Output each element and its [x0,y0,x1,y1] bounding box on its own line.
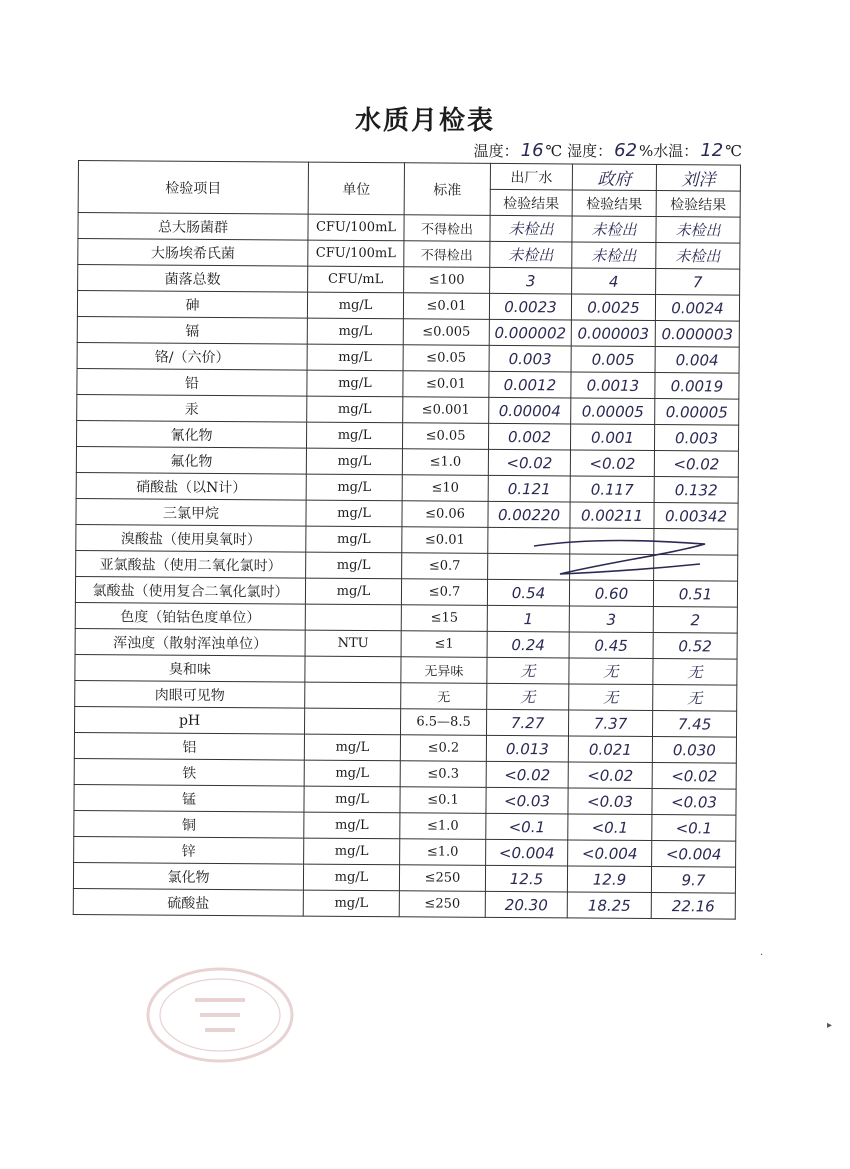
result-government-cell: 0.0025 [571,294,655,321]
result-liuyang-cell: 0.0024 [655,295,739,322]
standard-cell: ≤0.06 [402,501,488,528]
faded-stamp [140,960,300,1070]
item-cell: 铅 [77,368,307,396]
result-government-cell: <0.004 [568,840,652,867]
result-factory-cell: 未检出 [490,215,572,242]
result-government-cell: 4 [572,268,656,295]
unit-cell: mg/L [304,760,400,787]
unit-cell: mg/L [306,448,402,475]
result-government-cell: 18.25 [567,892,651,919]
result-liuyang-cell: <0.1 [652,815,736,842]
unit-cell: mg/L [306,526,402,553]
unit-cell [305,682,401,709]
strike-through-mark [520,530,720,590]
header-site-factory: 出厂水 [490,163,572,190]
item-cell: 硫酸盐 [73,888,303,916]
standard-cell: 无异味 [401,657,487,684]
item-cell: 镉 [77,316,307,344]
scan-speck: ▸ [827,1020,833,1031]
unit-cell: CFU/mL [308,266,404,293]
result-liuyang-cell: 0.00342 [654,503,738,530]
result-liuyang-cell: 0.004 [655,347,739,374]
standard-cell: ≤1.0 [402,449,488,476]
result-liuyang-cell: 0.132 [654,477,738,504]
standard-cell: ≤1.0 [400,839,486,866]
item-cell: 锰 [74,784,304,812]
result-government-cell: <0.02 [570,450,654,477]
result-liuyang-cell: 无 [653,659,737,686]
item-cell: 铝 [74,732,304,760]
header-site-government: 政府 [572,164,656,191]
result-factory-cell: <0.004 [486,839,568,866]
result-factory-cell: <0.1 [486,813,568,840]
unit-cell: mg/L [307,396,403,423]
standard-cell: ≤0.7 [402,553,488,580]
unit-cell: mg/L [304,812,400,839]
header-unit: 单位 [308,162,404,215]
item-cell: 铬/（六价） [77,342,307,370]
result-liuyang-cell: 未检出 [656,243,740,270]
water-temp-value: 12 [700,140,724,161]
unit-cell [305,604,401,631]
water-temp-unit: ℃ [725,142,742,160]
standard-cell: ≤1.0 [400,813,486,840]
result-government-cell: 未检出 [572,242,656,269]
unit-cell: mg/L [307,370,403,397]
result-factory-cell: 12.5 [485,865,567,892]
standard-cell: 不得检出 [404,215,490,242]
result-factory-cell: 0.00220 [488,501,570,528]
item-cell: 溴酸盐（使用臭氧时） [76,524,306,552]
standard-cell: ≤250 [399,865,485,892]
document-title: 水质月检表 [354,106,495,136]
unit-cell: mg/L [307,318,403,345]
result-government-cell: <0.1 [568,814,652,841]
item-cell: 总大肠菌群 [78,213,308,241]
result-factory-cell: 0.000002 [489,319,571,346]
item-cell: 臭和味 [75,654,305,682]
standard-cell: 无 [401,683,487,710]
standard-cell: ≤0.01 [403,371,489,398]
item-cell: 氯化物 [73,862,303,890]
result-government-cell: 0.117 [570,476,654,503]
result-government-cell: 12.9 [567,866,651,893]
result-government-cell: <0.03 [568,788,652,815]
result-factory-cell: 0.121 [488,475,570,502]
result-factory-cell: 0.24 [487,631,569,658]
result-liuyang-cell: 0.52 [653,633,737,660]
table-row [73,888,735,919]
result-liuyang-cell: <0.004 [652,841,736,868]
item-cell: 亚氯酸盐（使用二氧化氯时） [76,550,306,578]
item-cell: 三氯甲烷 [76,498,306,526]
standard-cell: 6.5—8.5 [400,709,486,736]
unit-cell: mg/L [306,500,402,527]
result-government-cell: 0.00005 [571,398,655,425]
header-standard: 标准 [404,163,490,216]
result-liuyang-cell: 0.000003 [655,321,739,348]
result-liuyang-cell: 0.00005 [655,399,739,426]
humidity-unit: % [639,142,654,160]
standard-cell: ≤0.001 [403,397,489,424]
result-factory-cell: 20.30 [485,891,567,918]
unit-cell: mg/L [304,786,400,813]
result-liuyang-cell: 无 [653,685,737,712]
unit-cell: mg/L [305,578,401,605]
result-government-cell: 无 [569,684,653,711]
item-cell: 氟化物 [76,446,306,474]
unit-cell: mg/L [304,734,400,761]
result-liuyang-cell: 9.7 [651,867,735,894]
result-government-cell: 0.021 [568,736,652,763]
unit-cell: mg/L [307,344,403,371]
item-cell: 菌落总数 [78,265,308,293]
result-factory-cell: 0.00004 [489,397,571,424]
item-cell: pH [75,706,305,734]
item-cell: 铜 [74,810,304,838]
result-liuyang-cell: 0.0019 [655,373,739,400]
result-factory-cell: 无 [487,657,569,684]
unit-cell: mg/L [307,292,403,319]
result-factory-cell: 无 [487,683,569,710]
standard-cell: ≤0.005 [403,319,489,346]
item-cell: 色度（铂钴色度单位） [75,602,305,630]
item-cell: 砷 [77,291,307,319]
standard-cell: ≤0.05 [403,345,489,372]
humidity-value: 62 [614,140,638,161]
item-cell: 硝酸盐（以N计） [76,472,306,500]
standard-cell: ≤250 [399,891,485,918]
result-liuyang-cell: 2 [653,607,737,634]
result-government-cell: 7.37 [568,710,652,737]
result-government-cell: 无 [569,658,653,685]
result-factory-cell: 0.0023 [489,293,571,320]
standard-cell: ≤0.3 [400,761,486,788]
header-result-2: 检验结果 [572,190,656,217]
unit-cell: mg/L [303,864,399,891]
result-liuyang-cell: 7.45 [652,711,736,738]
conditions-line [474,140,742,161]
item-cell: 氯酸盐（使用复合二氧化氯时） [75,576,305,604]
result-government-cell: 0.00211 [570,502,654,529]
item-cell: 铁 [74,758,304,786]
unit-cell: mg/L [306,474,402,501]
result-government-cell: 0.000003 [571,320,655,347]
scan-speck: · [760,950,764,961]
header-item: 检验项目 [78,161,308,215]
unit-cell: mg/L [303,890,399,917]
unit-cell: mg/L [306,552,402,579]
standard-cell: ≤10 [402,475,488,502]
standard-cell: ≤0.01 [403,293,489,320]
header-result-1: 检验结果 [490,189,572,216]
temp-value: 16 [520,140,544,161]
unit-cell: mg/L [306,422,402,449]
unit-cell: CFU/100mL [308,214,404,241]
result-factory-cell: 7.27 [486,709,568,736]
item-cell: 大肠埃希氏菌 [78,239,308,267]
unit-cell: NTU [305,630,401,657]
header-result-3: 检验结果 [656,191,740,218]
result-liuyang-cell: 0.030 [652,737,736,764]
standard-cell: ≤1 [401,631,487,658]
result-government-cell: 0.45 [569,632,653,659]
result-liuyang-cell: 7 [656,269,740,296]
result-liuyang-cell: <0.02 [652,763,736,790]
standard-cell: 不得检出 [404,241,490,268]
item-cell: 氰化物 [76,420,306,448]
result-liuyang-cell: 0.51 [653,581,737,608]
result-liuyang-cell: 未检出 [656,217,740,244]
standard-cell: ≤100 [404,267,490,294]
result-factory-cell: <0.02 [486,761,568,788]
result-factory-cell: 0.013 [486,735,568,762]
result-factory-cell: 0.54 [487,579,569,606]
result-government-cell: 0.001 [570,424,654,451]
result-factory-cell: 0.003 [489,345,571,372]
result-government-cell: <0.02 [568,762,652,789]
item-cell: 肉眼可见物 [75,680,305,708]
item-cell: 汞 [77,394,307,422]
standard-cell: ≤0.01 [402,527,488,554]
unit-cell: CFU/100mL [308,240,404,267]
standard-cell: ≤0.05 [402,423,488,450]
header-site-liuyang: 刘洋 [656,165,740,192]
result-factory-cell: <0.03 [486,787,568,814]
result-factory-cell: 0.0012 [489,371,571,398]
item-cell: 锌 [74,836,304,864]
result-government-cell: 未检出 [572,216,656,243]
standard-cell: ≤15 [401,605,487,632]
result-liuyang-cell: 22.16 [651,893,735,920]
result-government-cell: 0.005 [571,346,655,373]
water-temp-label: 水温： [653,142,699,160]
result-government-cell: 0.60 [569,580,653,607]
unit-cell [305,656,401,683]
result-factory-cell: <0.02 [488,449,570,476]
temp-unit: ℃ [545,142,563,160]
unit-cell: mg/L [304,838,400,865]
item-cell: 浑浊度（散射浑浊单位） [75,628,305,656]
standard-cell: ≤0.1 [400,787,486,814]
standard-cell: ≤0.7 [401,579,487,606]
humidity-label: 湿度： [567,142,613,160]
temp-label: 温度： [473,142,519,160]
result-liuyang-cell: <0.03 [652,789,736,816]
result-factory-cell: 0.002 [488,423,570,450]
result-factory-cell: 1 [487,605,569,632]
result-factory-cell: 未检出 [490,241,572,268]
standard-cell: ≤0.2 [400,735,486,762]
result-government-cell: 0.0013 [571,372,655,399]
result-liuyang-cell: <0.02 [654,451,738,478]
result-government-cell: 3 [569,606,653,633]
result-liuyang-cell: 0.003 [654,425,738,452]
unit-cell [304,708,400,735]
result-factory-cell: 3 [490,267,572,294]
